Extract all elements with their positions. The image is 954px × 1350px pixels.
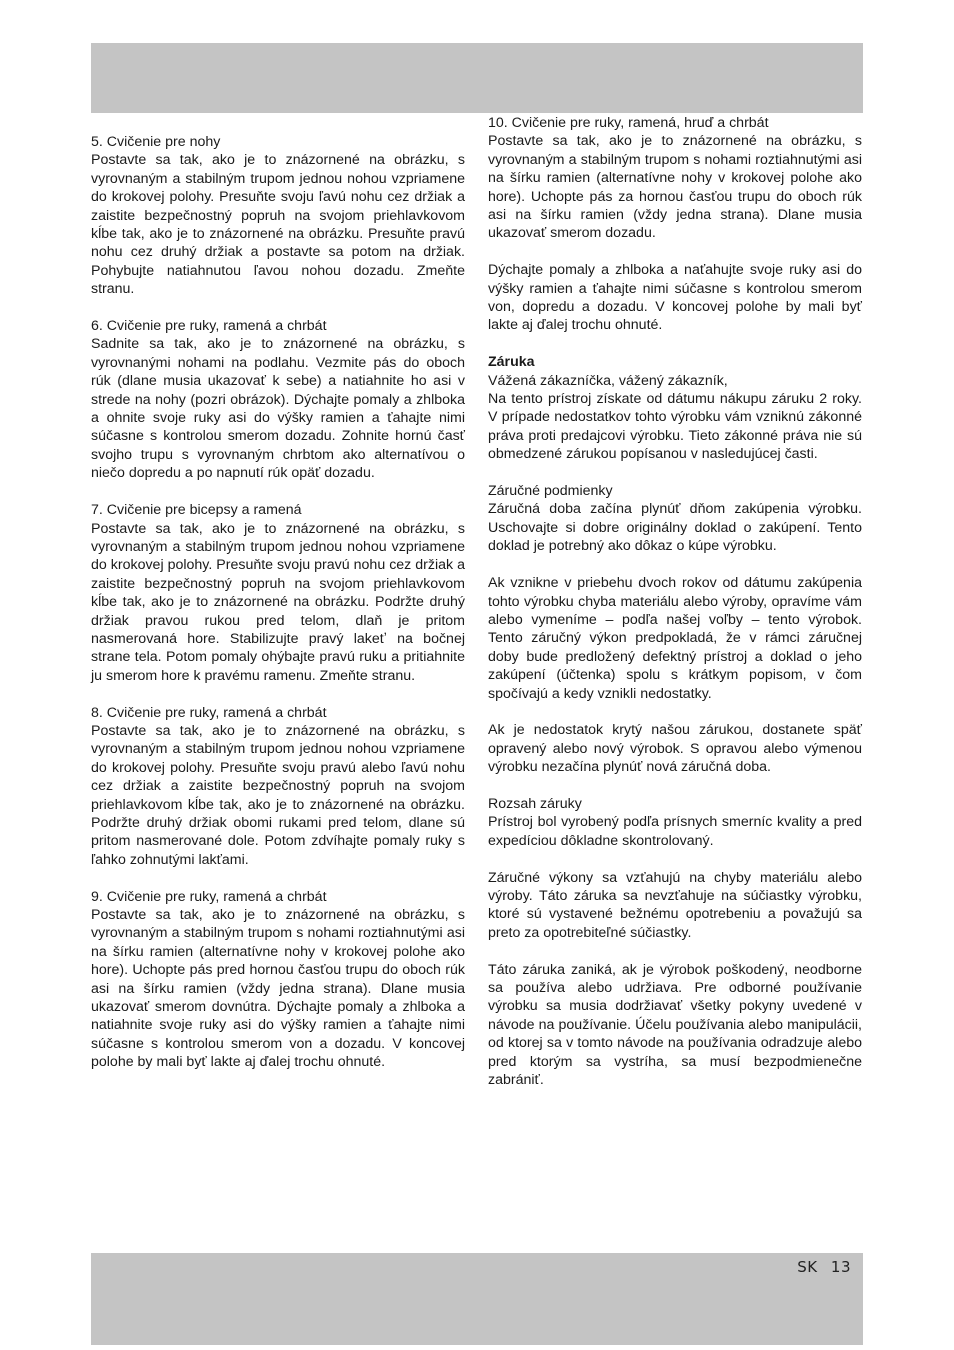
- section-10-body-2: Dýchajte pomaly a zhlboka a naťahujte svoje ruky asi do výšky ramien a ťahajte nimi súčasne s kontrolou smerom von, dopredu a dozadu. V koncovej polohe by mali byť lakte aj ďalej trochu ohnuté.: [488, 262, 862, 334]
- right-column: [488, 114, 862, 1089]
- warranty-intro-block: [488, 353, 862, 463]
- page-label: [789, 1258, 851, 1276]
- section-9-title: 9. Cvičenie pre ruky, ramená a chrbát: [91, 888, 327, 905]
- warranty-conditions-block: [488, 482, 862, 556]
- left-column: [91, 133, 465, 1072]
- section-9: [91, 888, 465, 1072]
- section-9-body: Postavte sa tak, ako je to znázornené na obrázku, s vyrovnaným a stabilným trupom s nohami roztiahnutými asi na šírku ramien (alternatívne nohy v krokovej polohe ako hore). Uchopte pás pred hornou časťou trupu do oboch rúk asi na šírku ramien (vždy jedna strana). Dlane musia ukazovať smerom dovnútra. Dýchajte pomaly a zhlboka a natiahnite svoje ruky asi do výšky ramien a ťahajte nimi súčasne s kontrolou smerom von a dozadu. V koncovej polohe by mali byť lakte aj ďalej trochu ohnuté.: [91, 907, 465, 1071]
- section-7-body: Postavte sa tak, ako je to znázornené na obrázku, s vyrovnaným a stabilným trupom jednou nohou vzpriamene do krokovej polohy. Presuňte svoju pravú nohu cez držiak a zaistite bezpečnostný popruh na svojom priehlavkovom kĺbe tak, ako je to znázornené na obrázku. Podržte druhý držiak pravou rukou pred telom, dlaň je pritom nasmerovaná hore. Stabilizujte pravý laketʼ na bočnej strane tela. Potom pomaly ohýbajte pravú ruku a pritiahnite ju smerom hore k pravému ramenu. Zmeňte stranu.: [91, 520, 465, 684]
- section-10: [488, 114, 862, 243]
- section-10-body: Postavte sa tak, ako je to znázornené na obrázku, s vyrovnaným a stabilným trupom s nohami roztiahnutými asi na šírku ramien (alternatívne nohy v krokovej polohe ako hore). Uchopte pás za hornou časťou trupu do oboch rúk asi na šírku ramien (vždy jedna strana). Dlane musia ukazovať smerom dozadu.: [488, 133, 862, 242]
- section-7: [91, 501, 465, 685]
- section-6-body: Sadnite sa tak, ako je to znázornené na obrázku, s vyrovnanými nohami na podlahu. Vezmite pás do oboch rúk (dlane musia ukazovať k sebe) a natiahnite ho asi v strede na nohy (pozri obrázok). Dýchajte pomaly a zhlboka a ohnite svoje ruky asi do výšky ramien a ťahajte nimi súčasne s kontrolou smerom dozadu. Zohnite hornú časť svojho trupu s vyrovnaným chrbtom ako alternatívou o niečo dopredu a po napnutí rúk opäť dozadu.: [91, 336, 465, 482]
- section-5: [91, 133, 465, 299]
- section-6: [91, 317, 465, 483]
- warranty-conditions-p2: Ak vznikne v priebehu dvoch rokov od dátumu zakúpenia tohto výrobku chyba materiálu alebo výroby, opravíme vám alebo vymeníme – podľa našej voľby – tento výrobok. Tento záručný výkon predpokladá, že v rámci záručnej doby bude predložený defektný prístroj a doklad o jeho zakúpení (účtenka) spolu s krátkym popisom, v čom spočívajú a kedy vznikli nedostatky.: [488, 575, 862, 702]
- warranty-scope-block: [488, 795, 862, 850]
- section-8-title: 8. Cvičenie pre ruky, ramená a chrbát: [91, 704, 327, 721]
- language-code: SK: [797, 1258, 818, 1276]
- section-8-body: Postavte sa tak, ako je to znázornené na obrázku, s vyrovnaným a stabilným trupom jednou nohou vzpriamene do krokovej polohy. Presuňte svoju pravú alebo ľavú nohu cez držiak a zaistite bezpečnostný popruh na svojom priehlavkovom kĺbe tak, ako je to znázornené na obrázku. Podržte druhý držiak obomi rukami pred telom, dlane sú pritom nasmerované dole. Potom zdvíhajte pomaly ruky s ľahko zohnutými lakťami.: [91, 722, 465, 868]
- section-6-title: 6. Cvičenie pre ruky, ramená a chrbát: [91, 318, 327, 335]
- warranty-conditions-title: Záručné podmienky: [488, 483, 613, 500]
- section-5-body: Postavte sa tak, ako je to znázornené na obrázku, s vyrovnaným a stabilným trupom jednou nohou vzpriamene do krokovej polohy. Presuňte svoju ľavú nohu cez držiak a zaistite bezpečnostný popruh na svojom priehlavkovom kĺbe tak, ako je to znázornené na obrázku. Presuňte pravú nohu cez druhý držiak a postavte sa potom na držiak. Pohybujte natiahnutou ľavou nohou dozadu. Zmeňte stranu.: [91, 152, 465, 298]
- warranty-intro: Na tento prístroj získate od dátumu nákupu záruku 2 roky. V prípade nedostatkov tohto výrobku vám vzniknú zákonné práva proti predajcovi výrobku. Tieto zákonné práva nie sú obmedzené zárukou popísanou v nasledujúcej časti.: [488, 391, 862, 463]
- section-10-title: 10. Cvičenie pre ruky, ramená, hruď a chrbát: [488, 115, 769, 131]
- warranty-conditions-p3: Ak je nedostatok krytý našou zárukou, dostanete späť opravený alebo nový výrobok. S opravou alebo výmenou výrobku nezačína plynúť nová záručná doba.: [488, 722, 862, 776]
- section-7-title: 7. Cvičenie pre bicepsy a ramená: [91, 502, 302, 519]
- warranty-greeting: Vážená zákazníčka, vážený zákazník,: [488, 372, 728, 389]
- section-5-title: 5. Cvičenie pre nohy: [91, 134, 221, 150]
- warranty-scope-title: Rozsah záruky: [488, 795, 582, 812]
- page-number: 13: [830, 1258, 851, 1276]
- warranty-scope-p2: Záručné výkony sa vzťahujú na chyby materiálu alebo výroby. Táto záruka sa nevzťahuje na súčiastky výrobku, ktoré sú vystavené bežnému opotrebeniu a považujú sa preto za opotrebiteľné súčiastky.: [488, 869, 862, 941]
- warranty-scope-p1: Prístroj bol vyrobený podľa prísnych smerníc kvality a pred expedíciou dôkladne skontrolovaný.: [488, 814, 862, 849]
- section-8: [91, 704, 465, 870]
- header-band: [91, 43, 863, 113]
- footer-band: [91, 1253, 863, 1345]
- warranty-title: Záruka: [488, 354, 535, 371]
- warranty-conditions-p1: Záručná doba začína plynúť dňom zakúpenia výrobku. Uschovajte si dobre originálny doklad o zakúpení. Tento doklad je potrebný ako dôkaz o kúpe výrobku.: [488, 501, 862, 555]
- warranty-scope-p3: Táto záruka zaniká, ak je výrobok poškodený, neodborne sa používa alebo udržiava. Pre odborné používanie výrobku sa musia dodržiavať všetky pokyny uvedené v návode na používanie. Účelu používania alebo manipulácii, od ktorej sa v tomto návode na používania odradzuje alebo pred ktorým sa vystríha, sa musí bezpodmienečne zabrániť.: [488, 961, 862, 1088]
